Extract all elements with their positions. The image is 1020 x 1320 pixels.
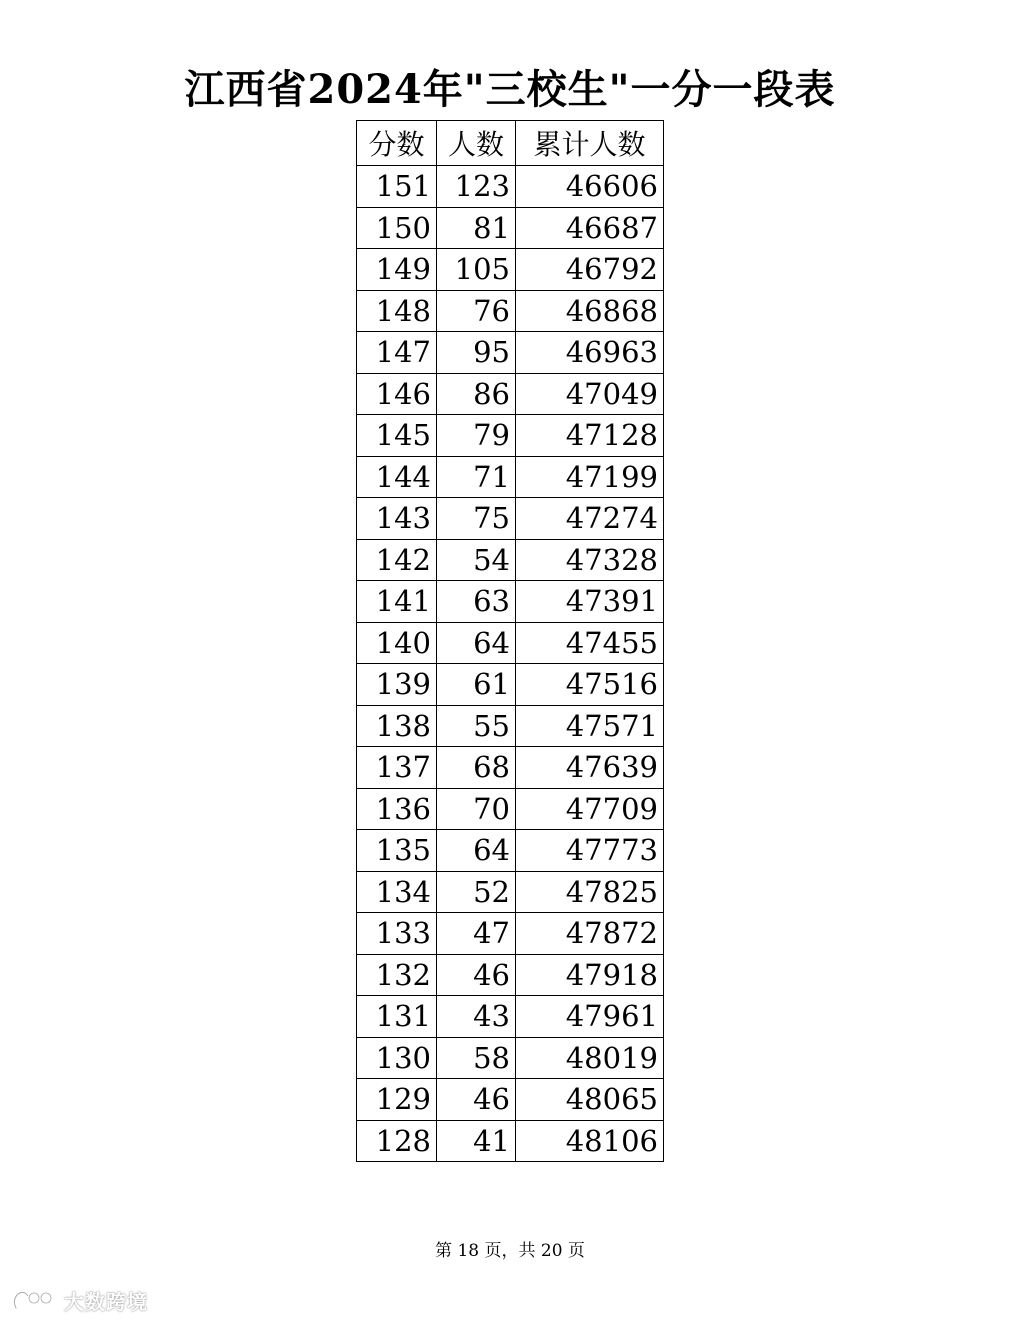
table-row bbox=[357, 290, 664, 332]
cell-score: 136 bbox=[357, 788, 437, 830]
score-table bbox=[356, 120, 664, 1162]
table-row bbox=[357, 1120, 664, 1162]
cell-count: 63 bbox=[437, 581, 516, 623]
cell-count: 46 bbox=[437, 1079, 516, 1121]
cell-cumulative: 47961 bbox=[516, 996, 664, 1038]
table-row bbox=[357, 954, 664, 996]
cell-count: 71 bbox=[437, 456, 516, 498]
cell-count: 47 bbox=[437, 913, 516, 955]
column-header-cumulative: 累计人数 bbox=[516, 121, 664, 166]
cell-score: 131 bbox=[357, 996, 437, 1038]
cell-count: 79 bbox=[437, 415, 516, 457]
watermark-text: 大数跨境 bbox=[64, 1290, 148, 1314]
cell-count: 95 bbox=[437, 332, 516, 374]
watermark bbox=[10, 1286, 148, 1315]
table-row bbox=[357, 705, 664, 747]
page-footer: 第 18 页，共 20 页 bbox=[435, 1241, 585, 1261]
cell-cumulative: 46963 bbox=[516, 332, 664, 374]
cell-cumulative: 47639 bbox=[516, 747, 664, 789]
cell-score: 148 bbox=[357, 290, 437, 332]
table-row bbox=[357, 788, 664, 830]
cell-cumulative: 47199 bbox=[516, 456, 664, 498]
cell-cumulative: 47571 bbox=[516, 705, 664, 747]
cell-score: 137 bbox=[357, 747, 437, 789]
watermark-logo-icon bbox=[10, 1288, 60, 1314]
table-row bbox=[357, 747, 664, 789]
cell-count: 61 bbox=[437, 664, 516, 706]
table-row bbox=[357, 622, 664, 664]
cell-count: 76 bbox=[437, 290, 516, 332]
cell-count: 41 bbox=[437, 1120, 516, 1162]
cell-cumulative: 46792 bbox=[516, 249, 664, 291]
cell-count: 75 bbox=[437, 498, 516, 540]
cell-cumulative: 47825 bbox=[516, 871, 664, 913]
cell-cumulative: 47128 bbox=[516, 415, 664, 457]
cell-score: 133 bbox=[357, 913, 437, 955]
cell-count: 58 bbox=[437, 1037, 516, 1079]
cell-cumulative: 47328 bbox=[516, 539, 664, 581]
cell-count: 55 bbox=[437, 705, 516, 747]
cell-count: 105 bbox=[437, 249, 516, 291]
table-row bbox=[357, 498, 664, 540]
cell-score: 143 bbox=[357, 498, 437, 540]
cell-score: 128 bbox=[357, 1120, 437, 1162]
table-row bbox=[357, 871, 664, 913]
cell-cumulative: 48065 bbox=[516, 1079, 664, 1121]
table-row bbox=[357, 539, 664, 581]
table-row bbox=[357, 1037, 664, 1079]
column-header-score: 分数 bbox=[357, 121, 437, 166]
cell-score: 146 bbox=[357, 373, 437, 415]
cell-count: 64 bbox=[437, 622, 516, 664]
cell-count: 46 bbox=[437, 954, 516, 996]
table-header-row bbox=[357, 121, 664, 166]
cell-score: 135 bbox=[357, 830, 437, 872]
cell-score: 132 bbox=[357, 954, 437, 996]
cell-cumulative: 47918 bbox=[516, 954, 664, 996]
cell-cumulative: 47049 bbox=[516, 373, 664, 415]
cell-cumulative: 47516 bbox=[516, 664, 664, 706]
cell-score: 140 bbox=[357, 622, 437, 664]
table-row bbox=[357, 207, 664, 249]
cell-count: 54 bbox=[437, 539, 516, 581]
cell-count: 70 bbox=[437, 788, 516, 830]
table-row bbox=[357, 1079, 664, 1121]
table-row bbox=[357, 249, 664, 291]
cell-count: 64 bbox=[437, 830, 516, 872]
cell-cumulative: 47274 bbox=[516, 498, 664, 540]
page-title: 江西省2024年"三校生"一分一段表 bbox=[184, 66, 836, 113]
cell-cumulative: 48019 bbox=[516, 1037, 664, 1079]
cell-cumulative: 46606 bbox=[516, 166, 664, 208]
table-row bbox=[357, 456, 664, 498]
table-row bbox=[357, 166, 664, 208]
cell-count: 86 bbox=[437, 373, 516, 415]
table-row bbox=[357, 664, 664, 706]
cell-score: 129 bbox=[357, 1079, 437, 1121]
cell-cumulative: 46687 bbox=[516, 207, 664, 249]
table-row bbox=[357, 332, 664, 374]
cell-score: 134 bbox=[357, 871, 437, 913]
cell-cumulative: 47455 bbox=[516, 622, 664, 664]
cell-count: 43 bbox=[437, 996, 516, 1038]
table-row bbox=[357, 373, 664, 415]
table-body bbox=[357, 166, 664, 1162]
cell-cumulative: 46868 bbox=[516, 290, 664, 332]
cell-score: 147 bbox=[357, 332, 437, 374]
cell-count: 123 bbox=[437, 166, 516, 208]
cell-score: 144 bbox=[357, 456, 437, 498]
table-row bbox=[357, 996, 664, 1038]
cell-score: 138 bbox=[357, 705, 437, 747]
column-header-count: 人数 bbox=[437, 121, 516, 166]
cell-cumulative: 47872 bbox=[516, 913, 664, 955]
cell-cumulative: 47709 bbox=[516, 788, 664, 830]
cell-score: 149 bbox=[357, 249, 437, 291]
cell-score: 130 bbox=[357, 1037, 437, 1079]
table-row bbox=[357, 830, 664, 872]
cell-count: 52 bbox=[437, 871, 516, 913]
cell-cumulative: 47773 bbox=[516, 830, 664, 872]
cell-score: 151 bbox=[357, 166, 437, 208]
cell-cumulative: 47391 bbox=[516, 581, 664, 623]
cell-score: 150 bbox=[357, 207, 437, 249]
table-row bbox=[357, 415, 664, 457]
cell-count: 68 bbox=[437, 747, 516, 789]
table-row bbox=[357, 913, 664, 955]
table-row bbox=[357, 581, 664, 623]
cell-score: 145 bbox=[357, 415, 437, 457]
cell-cumulative: 48106 bbox=[516, 1120, 664, 1162]
cell-score: 141 bbox=[357, 581, 437, 623]
cell-score: 139 bbox=[357, 664, 437, 706]
cell-count: 81 bbox=[437, 207, 516, 249]
cell-score: 142 bbox=[357, 539, 437, 581]
